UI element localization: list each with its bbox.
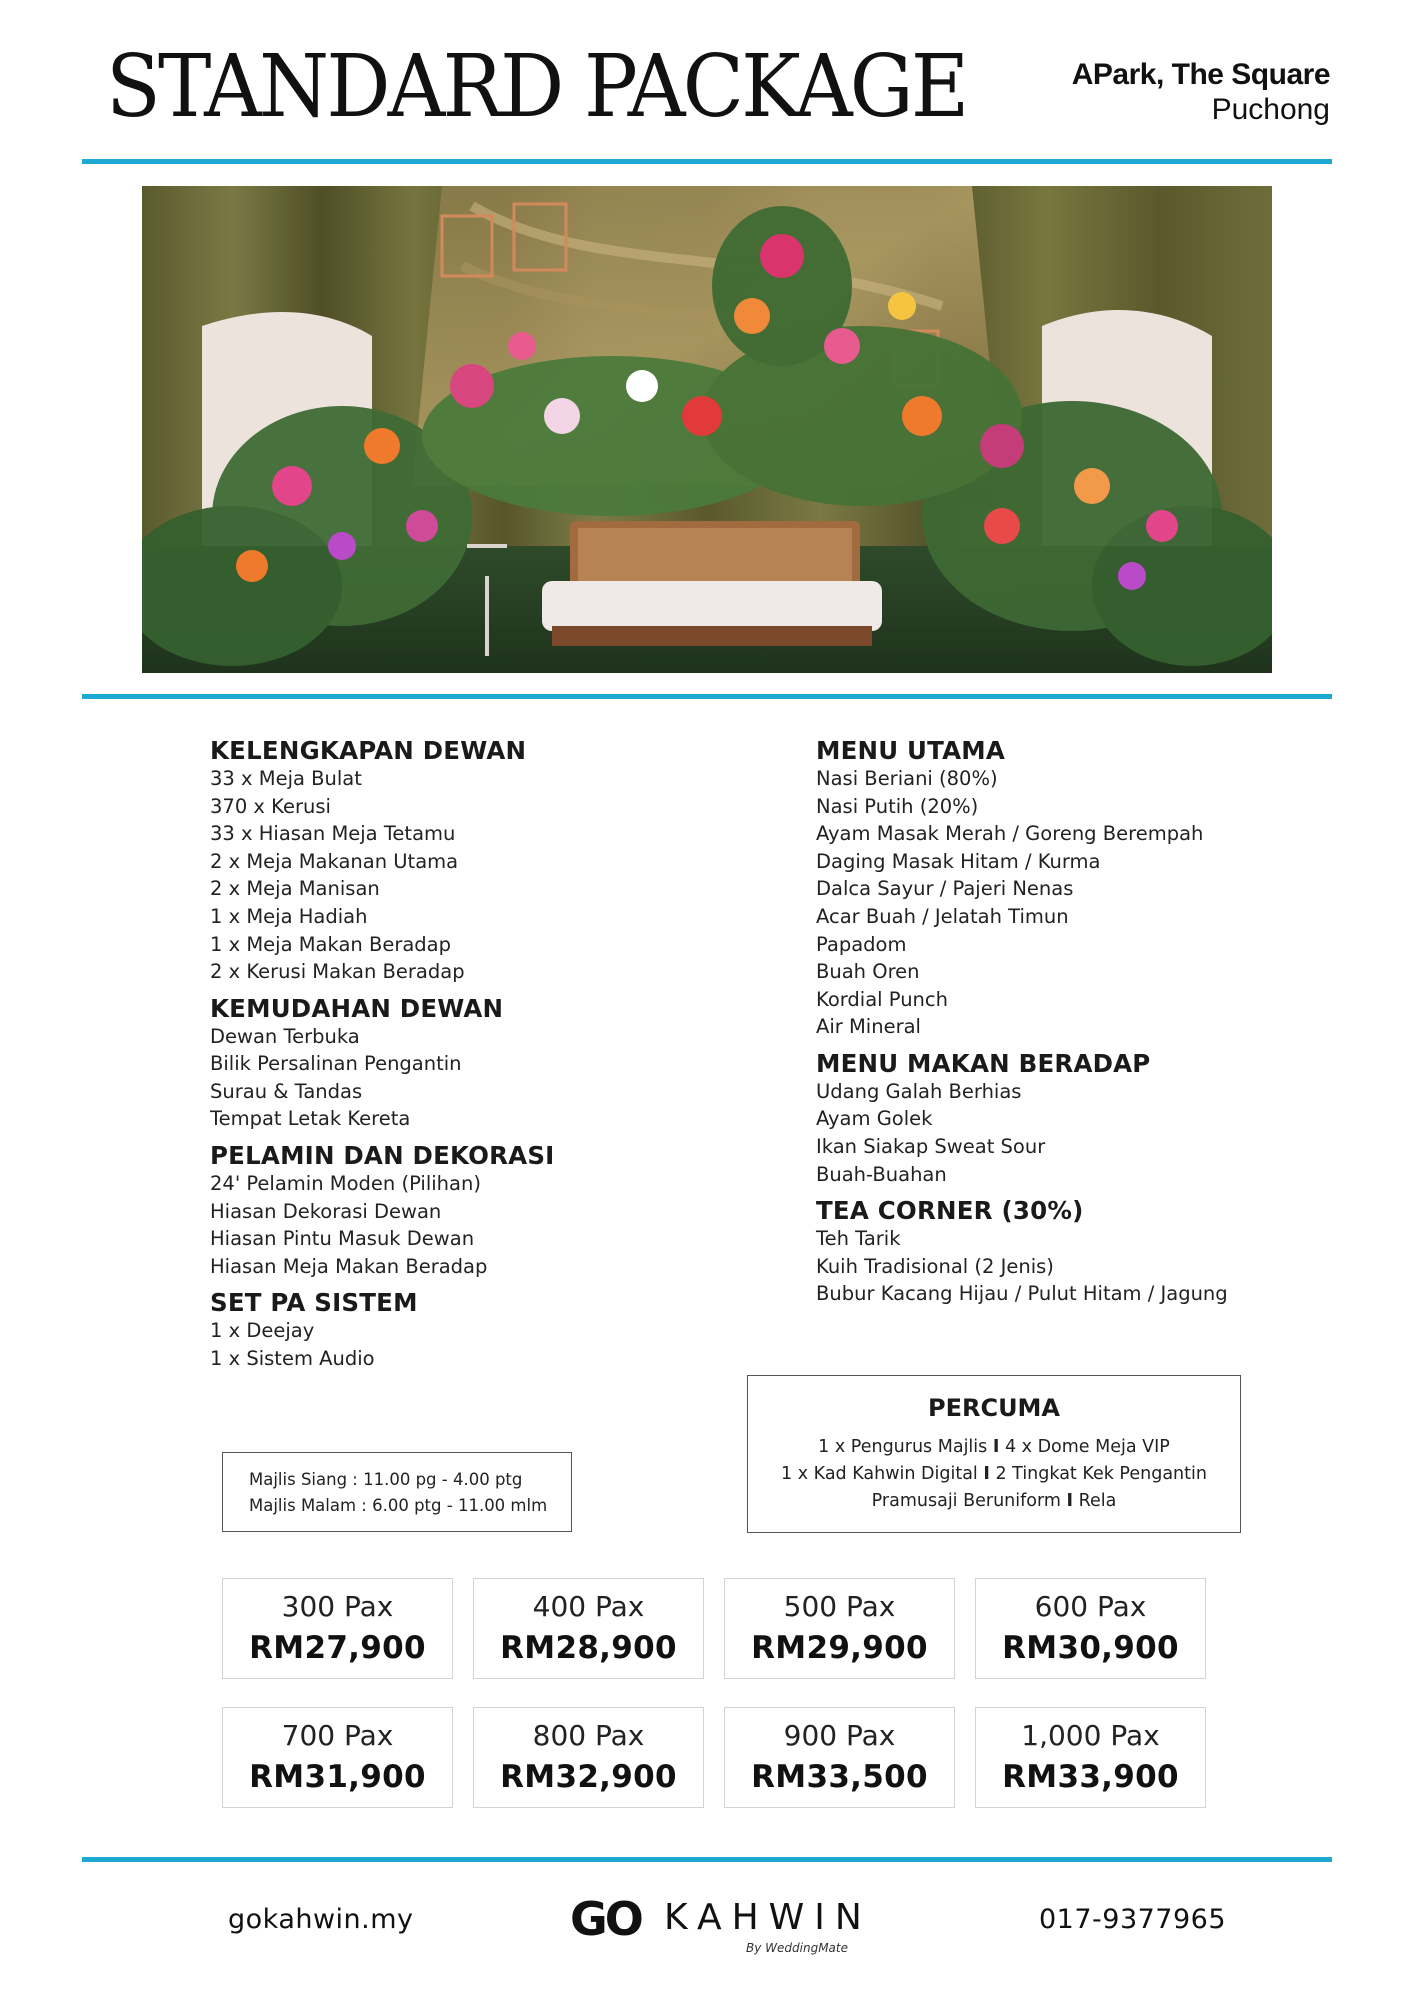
schedule-malam: Majlis Malam : 6.00 ptg - 11.00 mlm (249, 1496, 548, 1515)
section-list (816, 1225, 1336, 1308)
list-item: Ikan Siakap Sweat Sour (816, 1135, 1046, 1158)
list-item: Dewan Terbuka (210, 1024, 360, 1048)
list-item: Kuih Tradisional (2 Jenis) (816, 1254, 1054, 1278)
section-list (210, 765, 730, 986)
footer-divider (82, 1857, 1332, 1862)
section-heading: PELAMIN DAN DEKORASI (210, 1141, 555, 1170)
logo-byline: By WeddingMate (746, 1941, 848, 1955)
list-item: Bubur Kacang Hijau / Pulut Hitam / Jagung (816, 1282, 1228, 1306)
middle-divider (82, 694, 1332, 699)
price-card (724, 1578, 955, 1679)
price-amount: RM31,900 (249, 1759, 426, 1796)
section-list (210, 1170, 730, 1280)
section-heading: TEA CORNER (30%) (816, 1196, 1084, 1226)
percuma-line: Pramusaji Beruniform I Rela (871, 1491, 1117, 1511)
price-card (222, 1707, 453, 1808)
section-kelengkapan-dewan (210, 738, 730, 986)
section-heading: MENU MAKAN BERADAP (816, 1048, 1151, 1078)
percuma-line: 1 x Kad Kahwin Digital I 2 Tingkat Kek Pengantin (781, 1464, 1207, 1484)
pax-label: 900 Pax (783, 1719, 896, 1752)
section-pa-sistem (210, 1290, 730, 1372)
section-list (210, 1023, 730, 1133)
list-item: Hiasan Pintu Masuk Dewan (210, 1227, 475, 1251)
right-column (816, 738, 1336, 1318)
pax-label: 400 Pax (532, 1590, 645, 1623)
list-item: Kordial Punch (816, 987, 948, 1011)
section-pelamin-dekorasi (210, 1143, 730, 1280)
website-link[interactable]: gokahwin.my (228, 1904, 414, 1935)
section-kemudahan-dewan (210, 993, 730, 1133)
price-amount: RM29,900 (751, 1630, 928, 1667)
price-card (975, 1578, 1206, 1679)
logo-kahwin: KAHWIN (664, 1897, 872, 1938)
pax-label: 1,000 Pax (1021, 1719, 1160, 1752)
price-card (473, 1707, 704, 1808)
schedule-box (222, 1452, 572, 1532)
list-item: Nasi Beriani (80%) (816, 766, 998, 790)
list-item: 370 x Kerusi (210, 794, 331, 818)
phone-number[interactable]: 017-9377965 (1039, 1904, 1227, 1935)
list-item: 1 x Meja Hadiah (210, 904, 368, 928)
price-grid (222, 1578, 1209, 1808)
list-item: Papadom (816, 932, 907, 956)
section-menu-utama (816, 738, 1336, 1041)
pelamin-photo (142, 186, 1272, 673)
pax-label: 600 Pax (1034, 1590, 1147, 1623)
price-amount: RM32,900 (500, 1759, 677, 1796)
list-item: Acar Buah / Jelatah Timun (816, 904, 1069, 928)
list-item: Ayam Masak Merah / Goreng Berempah (816, 822, 1204, 846)
list-item: Buah-Buahan (816, 1162, 947, 1186)
section-list (816, 1078, 1336, 1188)
section-heading: KELENGKAPAN DEWAN (210, 736, 527, 765)
section-heading: MENU UTAMA (816, 736, 1006, 765)
pax-label: 800 Pax (532, 1719, 645, 1752)
list-item: Nasi Putih (20%) (816, 794, 979, 818)
price-amount: RM28,900 (500, 1630, 677, 1667)
percuma-line: 1 x Pengurus Majlis I 4 x Dome Meja VIP (818, 1437, 1170, 1457)
list-item: 24' Pelamin Moden (Pilihan) (210, 1171, 481, 1195)
page-title: STANDARD PACKAGE (106, 37, 967, 137)
schedule-siang: Majlis Siang : 11.00 pg - 4.00 ptg (249, 1470, 523, 1489)
venue-block (1072, 58, 1330, 127)
section-heading: KEMUDAHAN DEWAN (210, 993, 504, 1023)
list-item: Teh Tarik (816, 1227, 901, 1251)
section-list (210, 1317, 730, 1372)
list-item: 2 x Meja Makanan Utama (210, 849, 459, 873)
list-item: Hiasan Dekorasi Dewan (210, 1199, 442, 1223)
price-amount: RM33,500 (751, 1759, 928, 1796)
section-list (816, 765, 1336, 1041)
list-item: Surau & Tandas (210, 1079, 363, 1103)
list-item: Udang Galah Berhias (816, 1079, 1022, 1103)
list-item: 2 x Meja Manisan (210, 877, 380, 901)
pax-label: 300 Pax (281, 1590, 394, 1623)
top-divider (82, 159, 1332, 164)
pax-label: 700 Pax (281, 1719, 394, 1752)
section-tea-corner (816, 1198, 1336, 1308)
section-heading: SET PA SISTEM (210, 1288, 418, 1318)
venue-name: APark, The Square (1071, 58, 1330, 91)
price-card (724, 1707, 955, 1808)
list-item: 1 x Deejay (210, 1319, 315, 1343)
left-column (210, 738, 730, 1382)
list-item: Bilik Persalinan Pengantin (210, 1052, 462, 1076)
section-menu-makan-beradap (816, 1048, 1336, 1188)
list-item: Air Mineral (816, 1015, 921, 1039)
list-item: 33 x Meja Bulat (210, 766, 362, 790)
percuma-heading: PERCUMA (927, 1394, 1061, 1422)
pax-label: 500 Pax (783, 1590, 896, 1623)
list-item: Dalca Sayur / Pajeri Nenas (816, 877, 1074, 901)
venue-city: Puchong (1211, 92, 1330, 126)
list-item: Hiasan Meja Makan Beradap (210, 1254, 488, 1278)
list-item: 2 x Kerusi Makan Beradap (210, 960, 465, 984)
list-item: Buah Oren (816, 960, 920, 984)
price-amount: RM27,900 (249, 1630, 426, 1667)
price-card (222, 1578, 453, 1679)
list-item: 33 x Hiasan Meja Tetamu (210, 822, 456, 846)
logo-go: GO (570, 1892, 641, 1946)
list-item: Ayam Golek (816, 1107, 933, 1131)
price-amount: RM33,900 (1002, 1759, 1179, 1796)
list-item: 1 x Meja Makan Beradap (210, 932, 452, 956)
price-amount: RM30,900 (1002, 1630, 1179, 1667)
percuma-box (747, 1375, 1241, 1533)
list-item: Tempat Letak Kereta (210, 1107, 411, 1131)
gokahwin-logo (570, 1892, 872, 1955)
price-card (975, 1707, 1206, 1808)
list-item: Daging Masak Hitam / Kurma (816, 849, 1101, 873)
price-card (473, 1578, 704, 1679)
list-item: 1 x Sistem Audio (210, 1346, 375, 1370)
